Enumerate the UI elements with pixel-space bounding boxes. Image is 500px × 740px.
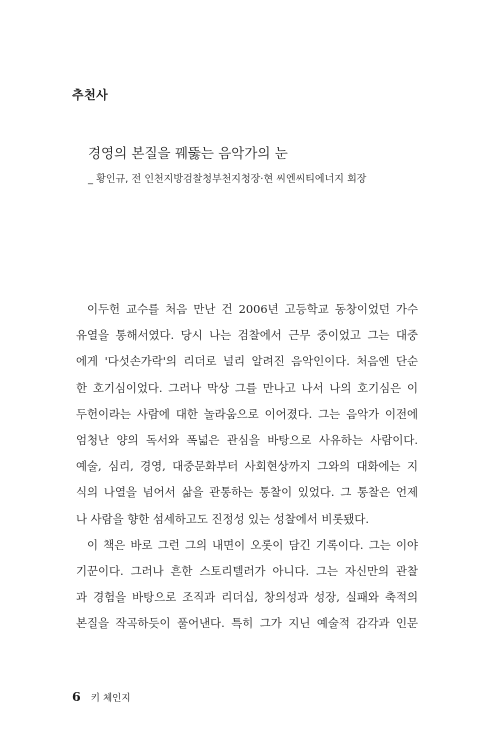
page-number: 6 bbox=[72, 689, 81, 704]
body-line: 한 호기심이었다. 그러나 막상 그를 만나고 나서 나의 호기심은 이 bbox=[76, 380, 418, 395]
body-line: 나 사람을 향한 섬세하고도 진정성 있는 성찰에서 비롯됐다. bbox=[76, 511, 370, 526]
recommender-byline: _ 황인규, 전 인천지방검찰청부천지청장·현 씨엔씨티에너지 회장 bbox=[88, 174, 367, 185]
body-line: 기꾼이다. 그러나 흔한 스토리텔러가 아니다. 그는 자신만의 관찰 bbox=[76, 564, 418, 579]
body-line: 식의 나열을 넘어서 삶을 관통하는 통찰이 있었다. 그 통찰은 언제 bbox=[76, 485, 418, 500]
body-line: 두헌이라는 사람에 대한 놀라움으로 이어졌다. 그는 음악가 이전에 bbox=[76, 406, 418, 421]
body-line: 이두헌 교수를 처음 만난 건 2006년 고등학교 동창이었던 가수 bbox=[87, 302, 418, 316]
body-line: 유열을 통해서였다. 당시 나는 검찰에서 근무 중이었고 그는 대중 bbox=[76, 328, 418, 343]
body-line: 이 책은 바로 그런 그의 내면이 오롯이 담긴 기록이다. 그는 이야 bbox=[87, 537, 418, 552]
page-footer bbox=[72, 686, 131, 705]
recommendation-headline: 경영의 본질을 꿰뚫는 음악가의 눈 bbox=[88, 146, 288, 162]
body-line: 엄청난 양의 독서와 폭넓은 관심을 바탕으로 사유하는 사람이다. bbox=[76, 433, 418, 448]
running-book-title: 키 체인지 bbox=[90, 693, 131, 704]
body-line: 에게 '다섯손가락'의 리더로 널리 알려진 음악인이다. 처음엔 단순 bbox=[76, 354, 418, 369]
body-line: 예술, 심리, 경영, 대중문화부터 사회현상까지 그와의 대화에는 지 bbox=[76, 459, 418, 474]
body-line: 본질을 작곡하듯이 풀어낸다. 특히 그가 지닌 예술적 감각과 인문 bbox=[76, 616, 418, 631]
section-label: 추천사 bbox=[72, 88, 109, 102]
body-paragraphs bbox=[76, 296, 418, 637]
body-line: 과 경험을 바탕으로 조직과 리더십, 창의성과 성장, 실패와 축적의 bbox=[76, 590, 418, 605]
